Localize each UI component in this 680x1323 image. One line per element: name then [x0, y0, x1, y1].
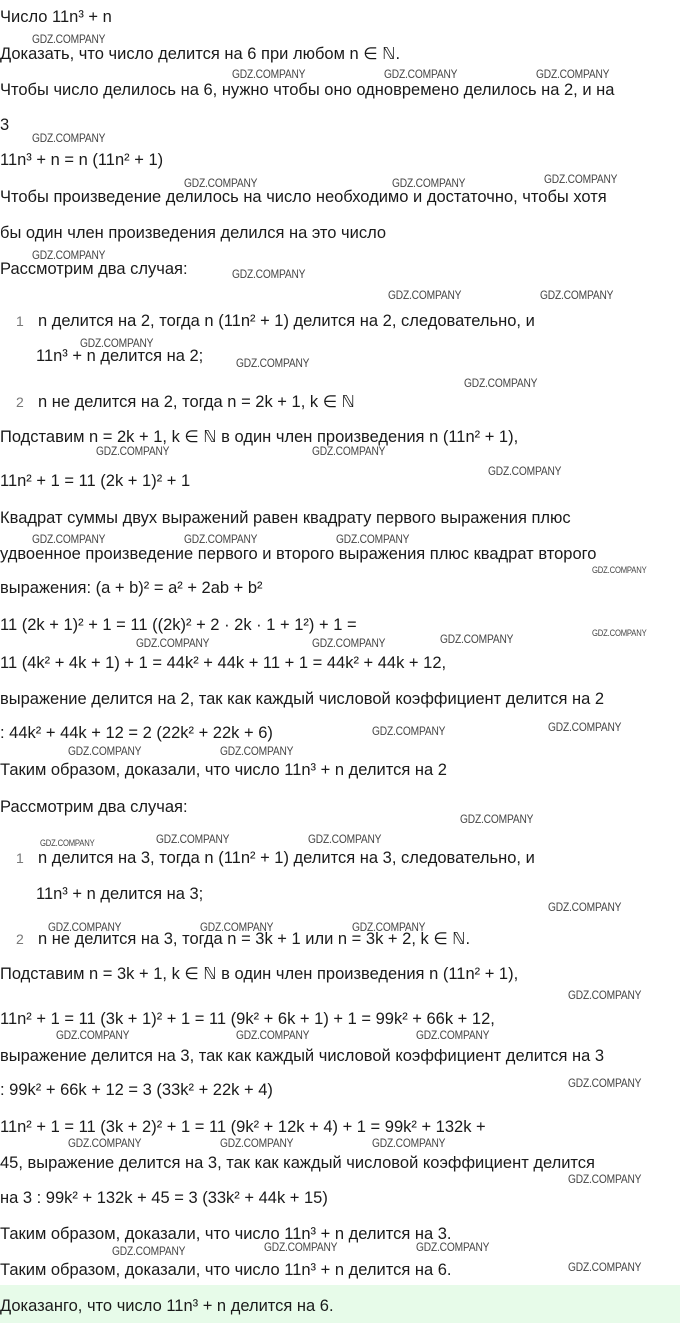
text-line: Рассмотрим два случая:: [0, 798, 188, 816]
watermark-text: GDZ.COMPANY: [460, 812, 534, 826]
watermark-text: GDZ.COMPANY: [440, 632, 514, 646]
watermark-text: GDZ.COMPANY: [236, 356, 310, 370]
formula-line: 11 (4k² + 4k + 1) + 1 = 44k² + 44k + 11 + 1 = 44k² + 44k + 12,: [0, 654, 447, 672]
text-line: 45, выражение делится на 3, так как каждый числовой коэффициент делится: [0, 1154, 595, 1172]
text-line: Подставим n = 2k + 1, k ∈ ℕ в один член произведения n (11n² + 1),: [0, 428, 519, 446]
list-number: 1: [16, 313, 24, 329]
text-line: выражение делится на 2, так как каждый числовой коэффициент делится на 2: [0, 690, 605, 708]
text-line: Квадрат суммы двух выражений равен квадрату первого выражения плюс: [0, 509, 571, 527]
watermark-text: GDZ.COMPANY: [32, 248, 106, 262]
watermark-text: GDZ.COMPANY: [80, 336, 154, 350]
list-item-text: n делится на 3, тогда n (11n² + 1) делится на 3, следовательно, и: [38, 849, 535, 867]
list-number: 1: [16, 850, 24, 866]
watermark-text: GDZ.COMPANY: [336, 532, 410, 546]
watermark-text: GDZ.COMPANY: [112, 1244, 186, 1258]
watermark-text: GDZ.COMPANY: [184, 532, 258, 546]
watermark-text: GDZ.COMPANY: [488, 464, 562, 478]
watermark-text: GDZ.COMPANY: [592, 628, 647, 638]
watermark-text: GDZ.COMPANY: [156, 832, 230, 846]
list-item-text: n не делится на 2, тогда n = 2k + 1, k ∈ ℕ: [38, 393, 355, 411]
watermark-text: GDZ.COMPANY: [568, 1260, 642, 1274]
watermark-text: GDZ.COMPANY: [384, 67, 458, 81]
watermark-text: GDZ.COMPANY: [136, 636, 210, 650]
watermark-text: GDZ.COMPANY: [220, 1136, 294, 1150]
watermark-text: GDZ.COMPANY: [312, 444, 386, 458]
text-line: Таким образом, доказали, что число 11n³ + n делится на 3.: [0, 1225, 452, 1243]
text-line: Чтобы число делилось на 6, нужно чтобы оно одновремено делилось на 2, и на: [0, 81, 615, 99]
task-line: Доказать, что число делится на 6 при любом n ∈ ℕ.: [0, 45, 401, 63]
watermark-text: GDZ.COMPANY: [568, 1076, 642, 1090]
watermark-text: GDZ.COMPANY: [56, 1028, 130, 1042]
list-number: 2: [16, 931, 24, 947]
formula-line: 11n² + 1 = 11 (3k + 2)² + 1 = 11 (9k² + 12k + 4) + 1 = 99k² + 132k +: [0, 1118, 486, 1136]
formula-line: : 44k² + 44k + 12 = 2 (22k² + 22k + 6): [0, 724, 273, 742]
watermark-text: GDZ.COMPANY: [68, 744, 142, 758]
watermark-text: GDZ.COMPANY: [40, 838, 95, 848]
watermark-text: GDZ.COMPANY: [308, 832, 382, 846]
watermark-text: GDZ.COMPANY: [32, 532, 106, 546]
watermark-text: GDZ.COMPANY: [200, 920, 274, 934]
conclusion-line: Доказанго, что число 11n³ + n делится на 6.: [0, 1297, 334, 1315]
watermark-text: GDZ.COMPANY: [220, 744, 294, 758]
statement-line: Число 11n³ + n: [0, 8, 112, 26]
watermark-text: GDZ.COMPANY: [568, 1172, 642, 1186]
watermark-text: GDZ.COMPANY: [184, 176, 258, 190]
watermark-text: GDZ.COMPANY: [32, 131, 106, 145]
list-number: 2: [16, 394, 24, 410]
formula-line: на 3 : 99k² + 132k + 45 = 3 (33k² + 44k + 15): [0, 1189, 328, 1207]
watermark-text: GDZ.COMPANY: [352, 920, 426, 934]
formula-line: 11n³ + n = n (11n² + 1): [0, 151, 164, 169]
text-line: Рассмотрим два случая:: [0, 260, 188, 278]
watermark-text: GDZ.COMPANY: [68, 1136, 142, 1150]
watermark-text: GDZ.COMPANY: [548, 900, 622, 914]
list-item-text: n делится на 2, тогда n (11n² + 1) делится на 2, следовательно, и: [38, 312, 535, 330]
watermark-text: GDZ.COMPANY: [548, 720, 622, 734]
list-item-text: n не делится на 3, тогда n = 3k + 1 или n = 3k + 2, k ∈ ℕ.: [38, 930, 471, 948]
text-line: Таким образом, доказали, что число 11n³ + n делится на 2: [0, 761, 447, 779]
watermark-text: GDZ.COMPANY: [32, 32, 106, 46]
watermark-text: GDZ.COMPANY: [536, 67, 610, 81]
watermark-text: GDZ.COMPANY: [372, 1136, 446, 1150]
formula-line: 11n² + 1 = 11 (2k + 1)² + 1: [0, 472, 191, 490]
watermark-text: GDZ.COMPANY: [48, 920, 122, 934]
formula-line: 11 (2k + 1)² + 1 = 11 ((2k)² + 2 · 2k · 1 + 1²) + 1 =: [0, 616, 357, 634]
watermark-text: GDZ.COMPANY: [544, 172, 618, 186]
watermark-text: GDZ.COMPANY: [264, 1240, 338, 1254]
list-item-continuation: 11n³ + n делится на 3;: [36, 885, 204, 903]
list-item: [16, 847, 535, 869]
watermark-text: GDZ.COMPANY: [416, 1028, 490, 1042]
text-line: Таким образом, доказали, что число 11n³ + n делится на 6.: [0, 1261, 452, 1279]
list-item: [16, 310, 535, 332]
text-line: Подставим n = 3k + 1, k ∈ ℕ в один член произведения n (11n² + 1),: [0, 965, 519, 983]
text-line: удвоенное произведение первого и второго выражения плюс квадрат второго: [0, 545, 597, 563]
text-line: 3: [0, 116, 10, 134]
watermark-text: GDZ.COMPANY: [372, 724, 446, 738]
watermark-text: GDZ.COMPANY: [392, 176, 466, 190]
text-line: Чтобы произведение делилось на число необходимо и достаточно, чтобы хотя: [0, 188, 607, 206]
watermark-text: GDZ.COMPANY: [464, 376, 538, 390]
watermark-text: GDZ.COMPANY: [388, 288, 462, 302]
watermark-text: GDZ.COMPANY: [540, 288, 614, 302]
watermark-text: GDZ.COMPANY: [236, 1028, 310, 1042]
list-item: [16, 391, 355, 413]
watermark-text: GDZ.COMPANY: [416, 1240, 490, 1254]
text-line: выражения: (a + b)² = a² + 2ab + b²: [0, 579, 263, 597]
text-line: бы один член произведения делился на это число: [0, 224, 387, 242]
watermark-text: GDZ.COMPANY: [568, 988, 642, 1002]
watermark-text: GDZ.COMPANY: [592, 565, 647, 575]
watermark-text: GDZ.COMPANY: [232, 267, 306, 281]
formula-line: 11n² + 1 = 11 (3k + 1)² + 1 = 11 (9k² + 6k + 1) + 1 = 99k² + 66k + 12,: [0, 1010, 495, 1028]
watermark-text: GDZ.COMPANY: [232, 67, 306, 81]
watermark-text: GDZ.COMPANY: [312, 636, 386, 650]
list-item-continuation: 11n³ + n делится на 2;: [36, 347, 204, 365]
watermark-text: GDZ.COMPANY: [96, 444, 170, 458]
formula-line: : 99k² + 66k + 12 = 3 (33k² + 22k + 4): [0, 1081, 273, 1099]
text-line: выражение делится на 3, так как каждый числовой коэффициент делится на 3: [0, 1047, 605, 1065]
